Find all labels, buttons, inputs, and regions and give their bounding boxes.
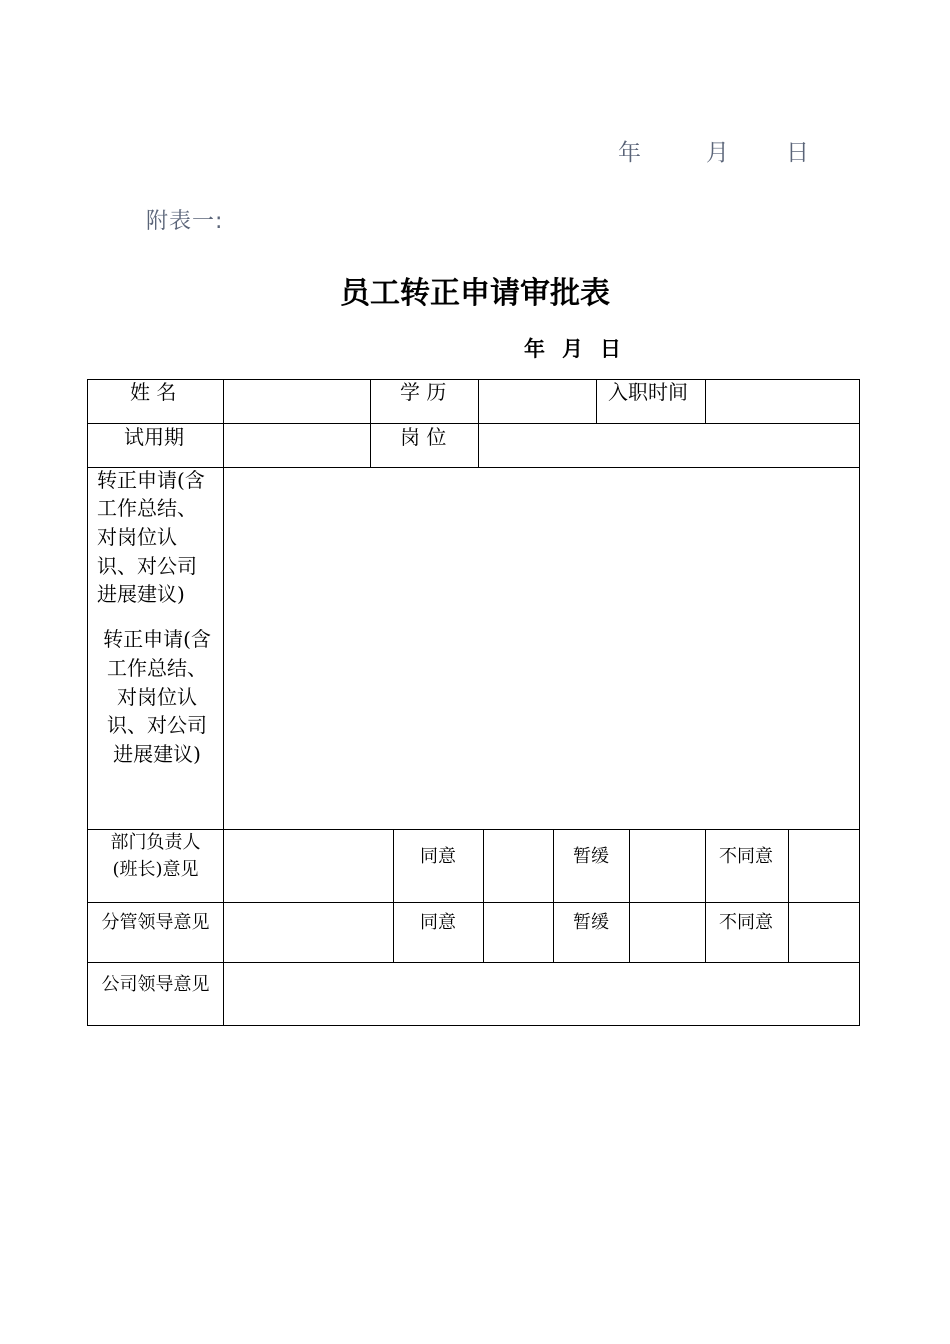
table-rule: [87, 423, 860, 424]
dept-head-label-line1: 部门负责人: [110, 832, 201, 853]
table-rule: [859, 379, 860, 1026]
table-rule: [87, 379, 860, 380]
probation-label: 试用期: [124, 425, 184, 449]
form-date-month: 月: [562, 337, 583, 361]
form-date-year: 年: [524, 337, 545, 361]
form-date-day: 日: [600, 337, 621, 361]
form-title: 员工转正申请审批表: [340, 276, 610, 311]
application-line: 转正申请(含: [97, 468, 205, 492]
application-line: 工作总结、: [97, 496, 197, 520]
table-rule: [788, 829, 789, 962]
table-rule: [87, 1025, 860, 1026]
table-rule: [478, 379, 479, 467]
top-date-month: 月: [706, 140, 729, 166]
application-line: 对岗位认: [117, 685, 197, 709]
application-line: 对岗位认: [97, 525, 177, 549]
name-label: 姓 名: [130, 380, 177, 404]
form-date: [510, 333, 650, 361]
dept-head-label-line2: (班长)意见: [112, 859, 199, 880]
top-date: [618, 134, 818, 164]
application-line: 工作总结、: [107, 656, 207, 680]
table-rule: [87, 902, 860, 903]
supervisor-postpone: 暂缓: [573, 912, 609, 933]
education-label: 学 历: [400, 380, 447, 404]
application-line: 识、对公司: [107, 713, 207, 737]
supervisor-label: 分管领导意见: [101, 912, 210, 933]
table-rule: [393, 829, 394, 962]
hire-date-label: 入职时间: [608, 380, 688, 404]
table-rule: [629, 829, 630, 962]
company-leader-label: 公司领导意见: [101, 974, 210, 995]
table-rule: [483, 829, 484, 962]
application-line: 转正申请(含: [103, 627, 211, 651]
position-label: 岗 位: [400, 425, 447, 449]
table-rule: [223, 379, 224, 1026]
application-line: 进展建议): [97, 582, 185, 606]
supervisor-disagree: 不同意: [719, 912, 773, 933]
dept-head-postpone: 暂缓: [573, 846, 609, 867]
table-rule: [705, 829, 706, 962]
table-rule: [370, 379, 371, 467]
attachment-label: 附表一:: [146, 209, 224, 234]
dept-head-disagree: 不同意: [719, 846, 773, 867]
table-rule: [705, 379, 706, 423]
supervisor-agree: 同意: [420, 912, 456, 933]
table-rule: [87, 962, 860, 963]
top-date-year: 年: [618, 140, 641, 166]
dept-head-agree: 同意: [420, 846, 456, 867]
table-rule: [596, 379, 597, 423]
table-rule: [553, 829, 554, 962]
top-date-day: 日: [786, 140, 809, 166]
application-line: 识、对公司: [97, 554, 197, 578]
application-line: 进展建议): [113, 742, 201, 766]
